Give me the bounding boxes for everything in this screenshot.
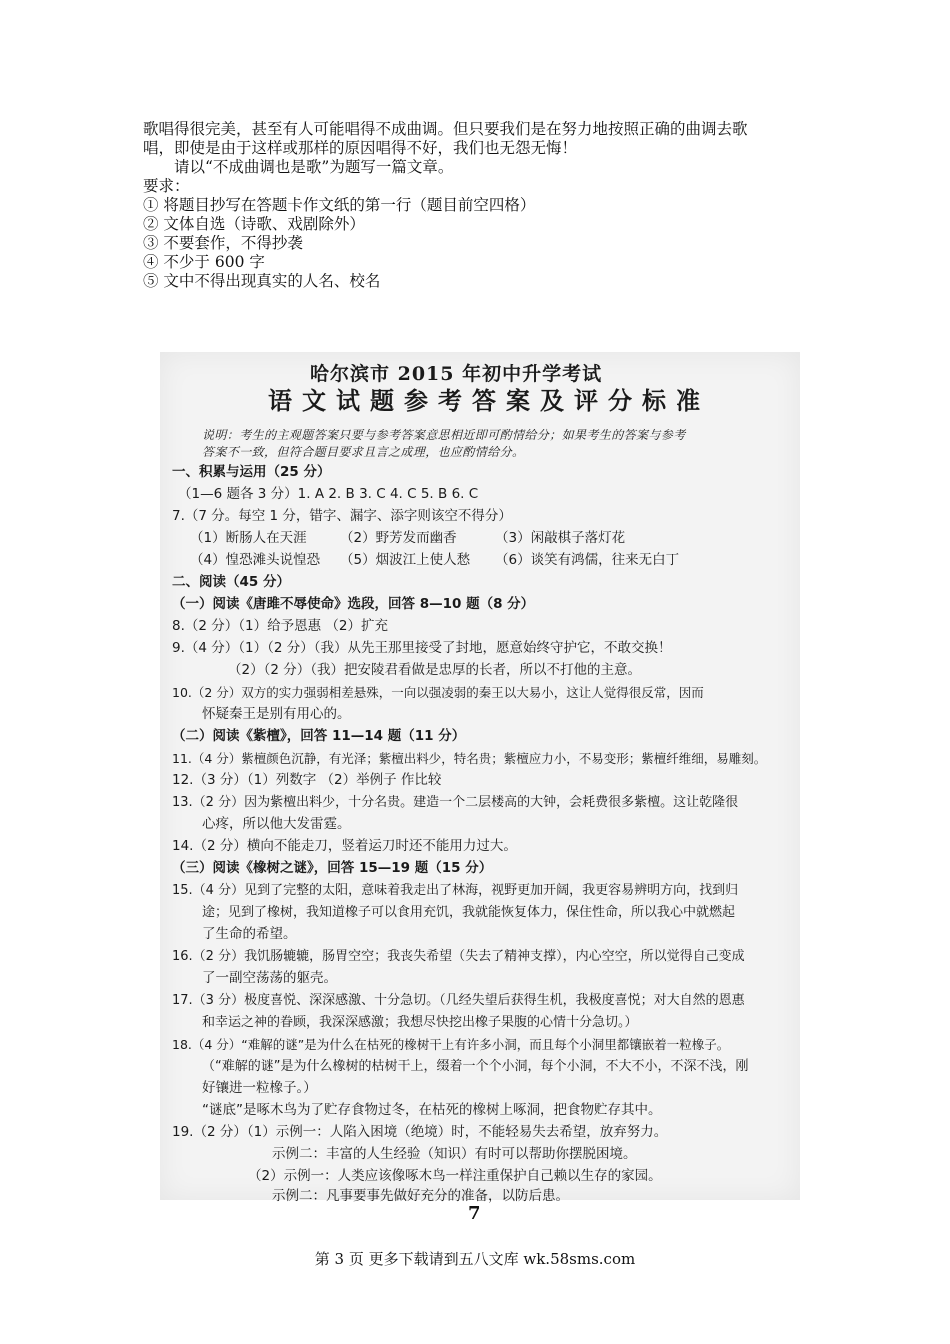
answer-line: （4）惶恐滩头说惶恐 <box>190 552 321 568</box>
section-heading: （二）阅读《紫檀》，回答 11—14 题（11 分） <box>172 728 466 744</box>
answer-line: 16.（2 分）我饥肠辘辘，肠胃空空；我丧失希望（失去了精神支撑），内心空空，所以觉得自己变成 <box>172 949 745 964</box>
answer-line: （3）闲敲棋子落灯花 <box>495 530 626 546</box>
answer-line: （1）断肠人在天涯 <box>190 530 307 546</box>
answer-line: “谜底”是啄木鸟为了贮存食物过冬，在枯死的橡树上啄洞，把食物贮存其中。 <box>202 1102 662 1118</box>
section-heading: （一）阅读《唐雎不辱使命》选段，回答 8—10 题（8 分） <box>172 596 535 612</box>
answer-line: 19.（2 分）（1）示例一：人陷入困境（绝境）时，不能轻易失去希望，放弃努力。 <box>172 1124 668 1140</box>
answer-line: 了一副空荡荡的躯壳。 <box>202 970 337 986</box>
answer-key-title: 哈尔滨市 2015 年初中升学考试 <box>310 363 603 385</box>
answer-key-subtitle: 语文试题参考答案及评分标准 <box>268 386 710 415</box>
answer-line: （2）示例一：人类应该像啄木鸟一样注重保护自己赖以生存的家园。 <box>248 1168 662 1184</box>
requirement-item: ② 文体自选（诗歌、戏剧除外） <box>143 215 365 233</box>
requirement-item: ③ 不要套作，不得抄袭 <box>143 234 303 252</box>
answer-line: 15.（4 分）见到了完整的太阳，意味着我走出了林海，视野更加开阔，我更容易辨明方向，找到归 <box>172 883 739 898</box>
answer-line: 14.（2 分）横向不能走刀，竖着运刀时还不能用力过大。 <box>172 838 517 854</box>
answer-line: 怀疑秦王是别有用心的。 <box>202 706 351 722</box>
essay-text-line: 唱，即使是由于这样或那样的原因唱得不好，我们也无怨无悔！ <box>143 139 578 157</box>
answer-line: 11.（4 分）紫檀颜色沉静，有光泽；紫檀出料少，特名贵；紫檀应力小，不易变形；紫檀纤维细，易雕刻。 <box>172 751 767 766</box>
section-heading: （三）阅读《橡树之谜》，回答 15—19 题（15 分） <box>172 860 493 876</box>
page-number: 7 <box>468 1203 481 1224</box>
requirement-item: ① 将题目抄写在答题卡作文纸的第一行（题目前空四格） <box>143 196 536 214</box>
answer-key-note: 说明：考生的主观题答案只要与参考答案意思相近即可酌情给分；如果考生的答案与参考 <box>202 428 686 442</box>
answer-line: （2）野芳发而幽香 <box>340 530 457 546</box>
section-heading: 二、阅读（45 分） <box>172 574 290 590</box>
answer-line: 示例二：丰富的人生经验（知识）有时可以帮助你摆脱困境。 <box>272 1146 637 1162</box>
answer-line: 好镶进一粒橡子。） <box>202 1080 317 1096</box>
answer-line: 了生命的希望。 <box>202 926 297 942</box>
answer-line: （2）（2 分）（我）把安陵君看做是忠厚的长者，所以不打他的主意。 <box>228 662 641 678</box>
requirement-item: ④ 不少于 600 字 <box>143 253 265 271</box>
answer-line: （1—6 题各 3 分）1. A 2. B 3. C 4. C 5. B 6. C <box>178 486 479 502</box>
essay-section <box>143 120 818 291</box>
answer-line: 18.（4 分）“难解的谜”是为什么在枯死的橡树干上有许多小洞，而且每个小洞里都镶嵌着一粒橡子。 <box>172 1037 730 1052</box>
page-footer: 第 3 页 更多下载请到五八文库 wk.58sms.com <box>314 1250 636 1268</box>
answer-line: （6）谈笑有鸿儒，往来无白丁 <box>495 552 680 568</box>
essay-prompt: 请以“不成曲调也是歌”为题写一篇文章。 <box>174 158 454 176</box>
answer-line: 12.（3 分）（1）列数字 （2）举例子 作比较 <box>172 772 442 788</box>
answer-line: 7.（7 分。每空 1 分，错字、漏字、添字则该空不得分） <box>172 508 512 524</box>
answer-line: 10.（2 分）双方的实力强弱相差悬殊，一向以强凌弱的秦王以大易小，这让人觉得很反常，因而 <box>172 685 704 700</box>
answer-line: （5）烟波江上使人愁 <box>340 552 471 568</box>
answer-key-scan <box>160 352 800 1204</box>
requirements-label: 要求： <box>143 177 190 195</box>
section-heading: 一、积累与运用（25 分） <box>172 464 331 480</box>
answer-line: 17.（3 分）极度喜悦、深深感激、十分急切。（几经失望后获得生机，我极度喜悦；对大自然的恩惠 <box>172 993 745 1008</box>
answer-line: （“难解的谜”是为什么橡树的枯树干上，缀着一个个小洞，每个小洞，不大不小，不深不浅，刚 <box>202 1059 749 1074</box>
answer-key-note: 答案不一致，但符合题目要求且言之成理，也应酌情给分。 <box>202 445 525 459</box>
answer-line: 和幸运之神的眷顾，我深深感激；我想尽快挖出橡子果腹的心情十分急切。） <box>202 1015 638 1030</box>
answer-line: 9.（4 分）（1）（2 分）（我）从先王那里接受了封地，愿意始终守护它，不敢交换！ <box>172 640 672 656</box>
essay-text-line: 歌唱得很完美，甚至有人可能唱得不成曲调。但只要我们是在努力地按照正确的曲调去歌 <box>143 120 748 138</box>
answer-line: 心疼，所以他大发雷霆。 <box>202 816 351 832</box>
answer-line: 途；见到了橡树，我知道橡子可以食用充饥，我就能恢复体力，保住性命，所以我心中就燃起 <box>202 905 736 920</box>
answer-line: 13.（2 分）因为紫檀出料少，十分名贵。建造一个二层楼高的大钟，会耗费很多紫檀。这让乾隆很 <box>172 795 739 810</box>
answer-line: 8.（2 分）（1）给予恩惠 （2）扩充 <box>172 618 388 634</box>
answer-line: 示例二：凡事要事先做好充分的准备，以防后患。 <box>272 1188 569 1204</box>
requirement-item: ⑤ 文中不得出现真实的人名、校名 <box>143 272 381 290</box>
